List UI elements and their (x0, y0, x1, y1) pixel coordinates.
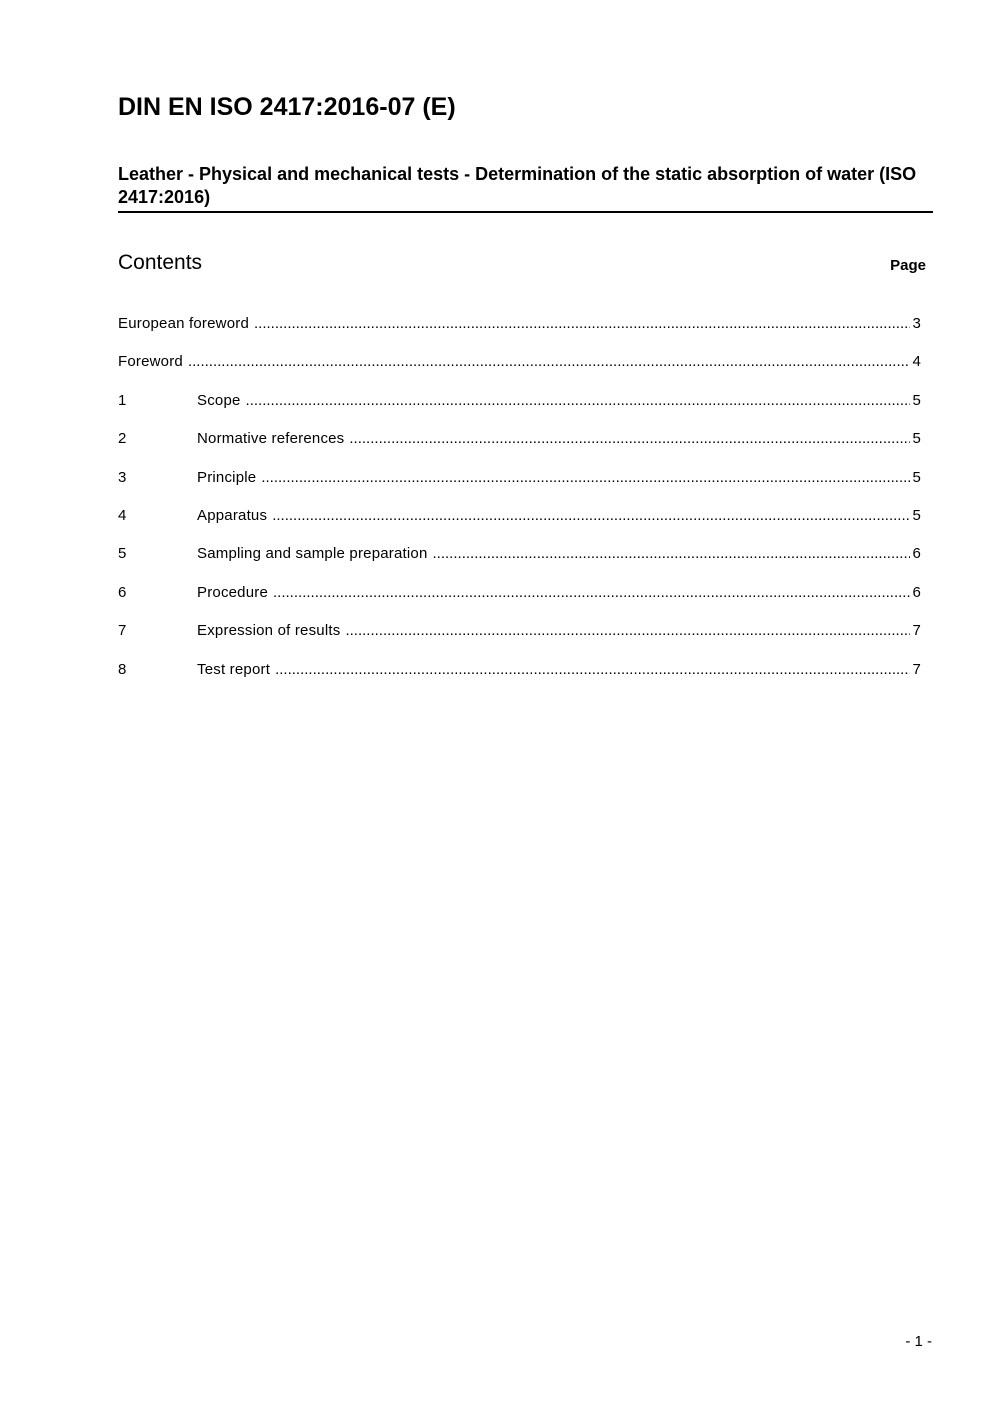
toc-entry-scope[interactable] (118, 392, 921, 430)
toc-dot-leader (261, 469, 910, 486)
footer-page-number: - 1 - (905, 1333, 932, 1350)
toc-entry-title: Test report (197, 660, 271, 678)
toc-entry-page: 6 (912, 583, 921, 601)
toc-entry-number: 3 (118, 468, 127, 486)
toc-entry-title: European foreword (118, 315, 249, 332)
table-of-contents (118, 315, 921, 699)
toc-entry-european-foreword[interactable] (118, 315, 921, 353)
toc-entry-number: 5 (118, 545, 127, 563)
toc-entry-title: Foreword (118, 353, 183, 371)
toc-entry-number: 2 (118, 430, 127, 448)
toc-entry-test-report[interactable] (118, 661, 921, 699)
toc-dot-leader (275, 661, 910, 678)
toc-entry-normative-references[interactable] (118, 430, 921, 468)
toc-entry-title: Sampling and sample preparation (197, 545, 428, 563)
toc-dot-leader (349, 430, 910, 447)
document-title: Leather - Physical and mechanical tests - Determination of the static absorption of water (ISO 2417:2016) (118, 163, 933, 213)
document-number: DIN EN ISO 2417:2016-07 (E) (118, 93, 456, 121)
toc-dot-leader (246, 392, 911, 409)
toc-dot-leader (273, 584, 910, 601)
toc-entry-title: Apparatus (197, 506, 268, 524)
toc-entry-page: 5 (912, 506, 921, 524)
toc-entry-principle[interactable] (118, 469, 921, 507)
toc-entry-number: 8 (118, 660, 127, 678)
toc-entry-number: 1 (118, 391, 127, 409)
toc-entry-page: 4 (912, 353, 921, 371)
toc-entry-number: 4 (118, 506, 127, 524)
toc-dot-leader (345, 622, 910, 639)
toc-entry-page: 5 (912, 468, 921, 486)
toc-dot-leader (188, 353, 910, 370)
toc-dot-leader (433, 545, 911, 562)
toc-entry-title: Normative references (197, 430, 345, 448)
toc-entry-page: 3 (912, 315, 921, 332)
toc-entry-title: Procedure (197, 583, 269, 601)
toc-entry-number: 6 (118, 583, 127, 601)
toc-entry-procedure[interactable] (118, 584, 921, 622)
contents-heading: Contents (118, 251, 203, 274)
toc-entry-expression-of-results[interactable] (118, 622, 921, 660)
toc-entry-page: 5 (912, 430, 921, 448)
toc-dot-leader (272, 507, 910, 524)
toc-dot-leader (254, 315, 910, 332)
toc-entry-page: 6 (912, 545, 921, 563)
toc-entry-number: 7 (118, 622, 127, 640)
toc-entry-sampling[interactable] (118, 545, 921, 583)
toc-entry-foreword[interactable] (118, 353, 921, 391)
toc-entry-page: 5 (912, 391, 921, 409)
toc-entry-title: Expression of results (197, 622, 341, 640)
toc-entry-apparatus[interactable] (118, 507, 921, 545)
page-column-label: Page (890, 257, 926, 274)
toc-entry-page: 7 (912, 622, 921, 640)
toc-entry-title: Scope (197, 391, 241, 409)
toc-entry-title: Principle (197, 468, 257, 486)
toc-entry-page: 7 (912, 660, 921, 678)
